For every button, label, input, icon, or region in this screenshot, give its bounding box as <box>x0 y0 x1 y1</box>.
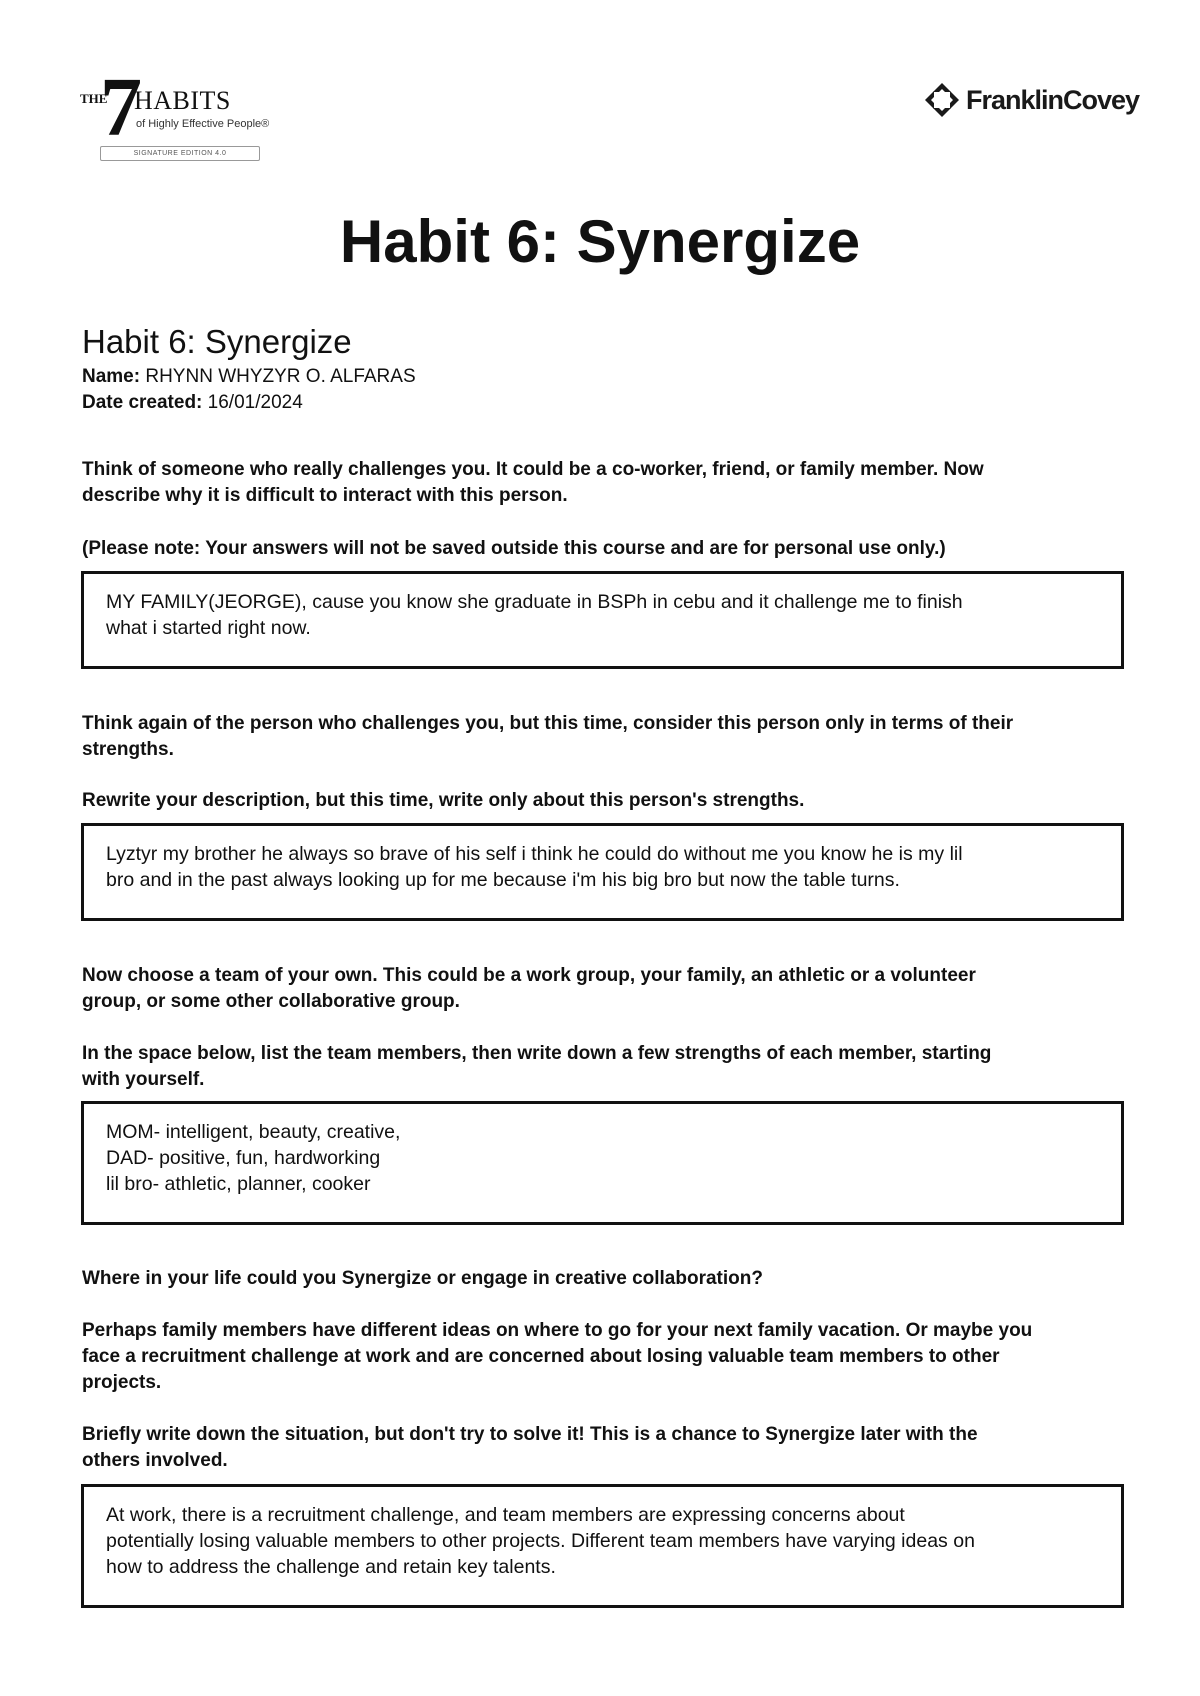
q2-answer-line: bro and in the past always looking up for me because i'm his big bro but now the table turns. <box>106 869 900 891</box>
q3-answer-box[interactable] <box>81 1101 1124 1225</box>
q3-answer-line: lil bro- athletic, planner, cooker <box>106 1173 371 1195</box>
franklincovey-wordmark: FranklinCovey <box>966 84 1140 115</box>
q4-instruction-line: Briefly write down the situation, but don't try to solve it! This is a chance to Synergize later with the <box>82 1424 978 1445</box>
date-label: Date created: <box>82 392 203 413</box>
q3-instruction-line: with yourself. <box>82 1069 205 1090</box>
q4-example-line: face a recruitment challenge at work and are concerned about losing valuable team members to other <box>82 1346 1000 1367</box>
logo-edition-badge: SIGNATURE EDITION 4.0 <box>100 146 260 161</box>
q2-prompt-line: strengths. <box>82 739 174 760</box>
q4-answer-line: how to address the challenge and retain key talents. <box>106 1556 556 1578</box>
q4-example-line: Perhaps family members have different ideas on where to go for your next family vacation. Or maybe you <box>82 1320 1033 1341</box>
q4-prompt: Where in your life could you Synergize or engage in creative collaboration? <box>82 1268 763 1289</box>
logo-seven-numeral: 7 <box>100 61 142 154</box>
q1-answer-line: what i started right now. <box>106 617 311 639</box>
q3-prompt-line: Now choose a team of your own. This could be a work group, your family, an athletic or a volunteer <box>82 965 976 986</box>
page-title: Habit 6: Synergize <box>339 208 861 275</box>
q1-prompt <box>82 457 1132 509</box>
q1-prompt-line: describe why it is difficult to interact with this person. <box>82 485 568 506</box>
q1-prompt-line: Think of someone who really challenges you. It could be a co-worker, friend, or family member. Now <box>82 459 984 480</box>
logo-subtitle: of Highly Effective People® <box>136 118 270 130</box>
q4-answer-line: potentially losing valuable members to other projects. Different team members have varying ideas on <box>106 1530 975 1552</box>
q4-instruction-line: others involved. <box>82 1450 228 1471</box>
q3-answer-line: MOM- intelligent, beauty, creative, <box>106 1121 401 1143</box>
q1-note: (Please note: Your answers will not be saved outside this course and are for personal use only.) <box>82 538 946 559</box>
name-line <box>82 364 416 390</box>
q2-answer-box[interactable] <box>81 823 1124 921</box>
q3-instruction <box>82 1041 1132 1093</box>
q2-instruction: Rewrite your description, but this time, write only about this person's strengths. <box>82 790 805 811</box>
section-heading: Habit 6: Synergize <box>82 323 352 360</box>
date-value: 16/01/2024 <box>207 392 303 413</box>
q4-example <box>82 1318 1132 1396</box>
logo-habits-text: HABITS <box>134 86 231 115</box>
q2-answer-line: Lyztyr my brother he always so brave of his self i think he could do without me you know he is my lil <box>106 843 963 865</box>
franklincovey-compass-icon <box>924 82 960 118</box>
q1-answer-box[interactable] <box>81 571 1124 669</box>
name-label: Name: <box>82 366 141 387</box>
q4-instruction <box>82 1422 1132 1474</box>
q3-answer-line: DAD- positive, fun, hardworking <box>106 1147 381 1169</box>
q3-instruction-line: In the space below, list the team members, then write down a few strengths of each member, starting <box>82 1043 992 1064</box>
q4-answer-box[interactable] <box>81 1484 1124 1608</box>
q4-answer-line: At work, there is a recruitment challenge, and team members are expressing concerns about <box>106 1504 905 1526</box>
q3-prompt-line: group, or some other collaborative group. <box>82 991 460 1012</box>
q4-example-line: projects. <box>82 1372 162 1393</box>
date-line <box>82 390 303 416</box>
franklincovey-logo <box>924 80 1139 120</box>
q2-prompt <box>82 711 1132 763</box>
q3-prompt <box>82 963 1132 1015</box>
q1-answer-line: MY FAMILY(JEORGE), cause you know she graduate in BSPh in cebu and it challenge me to finish <box>106 591 963 613</box>
seven-habits-logo <box>80 61 290 168</box>
name-value: RHYNN WHYZYR O. ALFARAS <box>145 366 416 387</box>
q2-prompt-line: Think again of the person who challenges you, but this time, consider this person only in terms of their <box>82 713 1014 734</box>
logo-the-text: THE <box>80 91 108 106</box>
